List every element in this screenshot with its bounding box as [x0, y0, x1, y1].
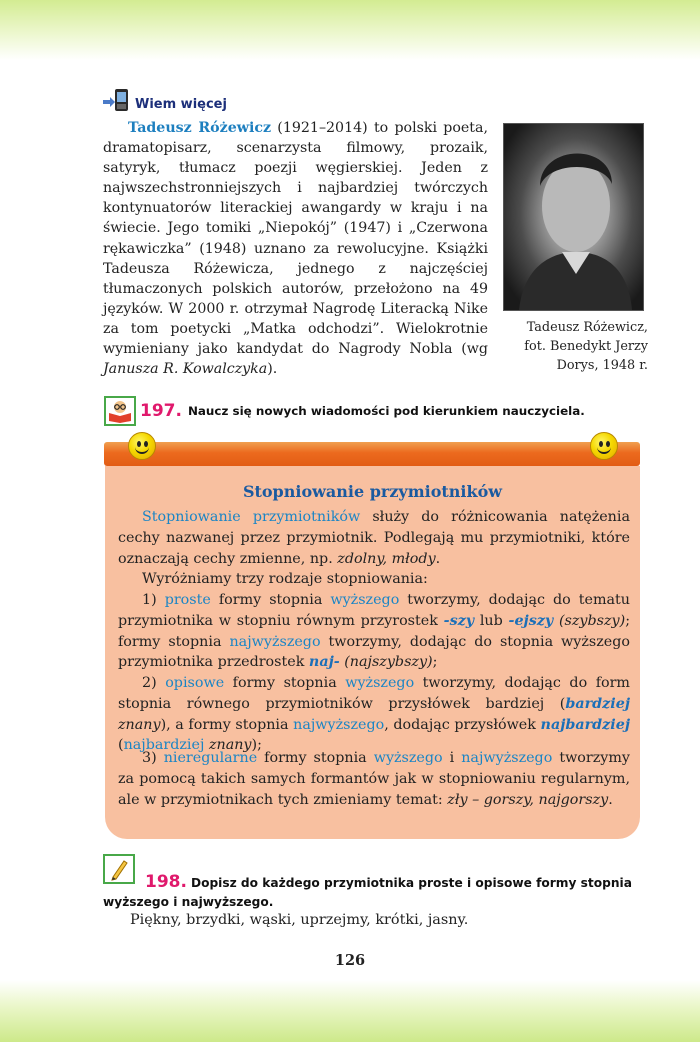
task-instruction: Naucz się nowych wiadomości pod kierunkiem nauczyciela.: [187, 404, 585, 418]
top-gradient: [0, 0, 700, 60]
phone-arrow-icon: [102, 88, 132, 112]
rule-paragraph-proste: 1) proste formy stopnia wyższego tworzymy, dodając do tematu przymiotnika w stopniu równym przyrostek -szy lub -ejszy (szybszy); formy stopnia najwyższego tworzymy, dodając do stopnia wyższego przymiotnika przedrostek naj- (najszybszy);: [118, 592, 631, 671]
wiem-wiecej-header: [102, 88, 227, 112]
rule-paragraph-opisowe: 2) opisowe formy stopnia wyższego tworzymy, dodając do form stopnia równego przymiotników przysłówek bardziej (bardziej znany), a formy stopnia najwyższego, dodając przysłówek najbardziej (najbardziej znany);: [118, 675, 630, 754]
reading-book-icon: [104, 396, 136, 426]
page-number: 126: [334, 952, 366, 969]
scroll-banner: [104, 442, 640, 466]
photo-caption: Tadeusz Różewicz, fot. Benedykt Jerzy Dorys, 1948 r.: [524, 320, 648, 373]
wiem-wiecej-title: Wiem więcej: [135, 97, 227, 112]
rule-paragraph-definition: Stopniowanie przymiotników służy do różnicowania natężenia cechy nazwanej przez przymiotnik. Podlegają mu przymiotniki, które oznaczają cechy zmienne, np. zdolny, młody.: [118, 509, 630, 567]
author-portrait-photo: [503, 123, 644, 311]
smiley-icon: [590, 432, 618, 460]
task-number: 197.: [140, 401, 182, 421]
task-197: [104, 396, 585, 426]
task-198: [103, 873, 643, 912]
rule-title: Stopniowanie przymiotników: [242, 482, 503, 501]
task-number: 198.: [145, 872, 187, 892]
rule-paragraph-nieregularne: 3) nieregularne formy stopnia wyższego i najwyższego tworzymy za pomocą takich samych formantów jak w stopniowaniu regularnym, ale w przymiotnikach tych zmieniamy temat: zły – gorszy, najgorszy.: [118, 750, 630, 808]
biography-text: Tadeusz Różewicz (1921–2014) to polski poeta, dramatopisarz, scenarzysta filmowy, prozaik, satyryk, tłumacz poezji węgierskiej. Jeden z najwszechstronniejszych i najbardziej twórczych kontynuatorów literackiej awangardy w kraju i na świecie. Jego tomiki „Niepokój” (1947) i „Czerwona rękawiczka” (1948) uznano za rewolucyjne. Książki Tadeusza Różewicza, jednego z najczęściej tłumaczonych polskich autorów, przełożono na 49 języków. W 2000 r. otrzymał Nagrodę Literacką Nike za tom poetycki „Matka odchodzi”. Wielokrotnie wymieniany jako kandydat do Nagrody Nobla (wg Janusza R. Kowalczyka).: [103, 120, 488, 378]
task-instruction: Dopisz do każdego przymiotnika proste i opisowe formy stopnia wyższego i najwyższego.: [103, 876, 632, 909]
bottom-gradient: [0, 980, 700, 1042]
author-name: Tadeusz Różewicz: [128, 120, 272, 136]
rule-paragraph-intro: Wyróżniamy trzy rodzaje stopniowania:: [142, 571, 428, 587]
smiley-icon: [128, 432, 156, 460]
adjective-list: Piękny, brzydki, wąski, uprzejmy, krótki, jasny.: [130, 912, 469, 928]
source-author: Janusza R. Kowalczyka: [103, 361, 268, 378]
